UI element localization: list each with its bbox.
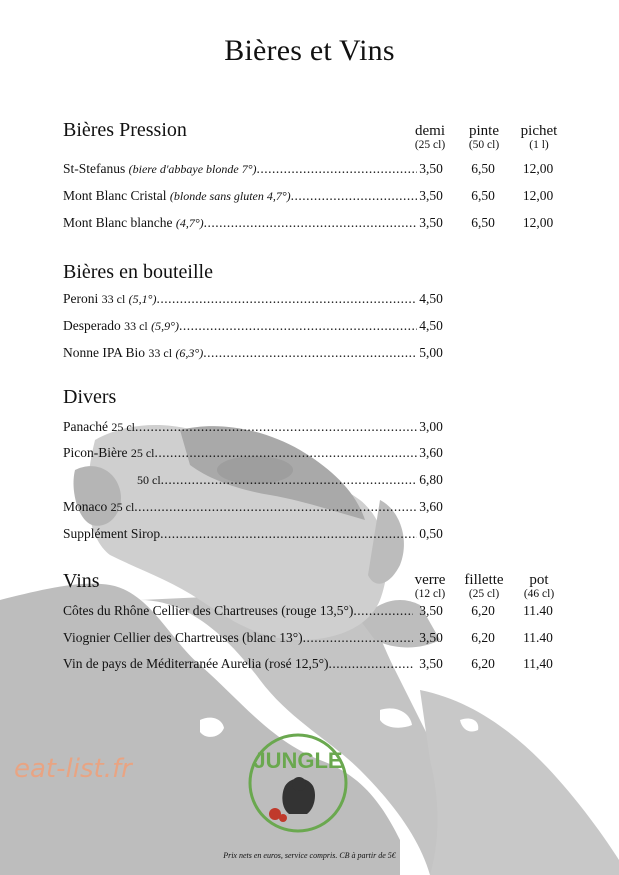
menu-item: [63, 215, 417, 233]
dot-leader: [291, 188, 417, 203]
dot-leader: [160, 526, 417, 541]
item-note: (blonde sans gluten 4,7°): [169, 189, 291, 203]
menu-item: [137, 472, 417, 490]
watermark: eat-list.fr: [14, 754, 132, 784]
col-head-name: pot: [529, 572, 549, 588]
page-title: Bières et Vins: [224, 34, 395, 67]
item-name: St-Stefanus: [63, 161, 126, 176]
dot-leader: [135, 419, 417, 434]
menu-item: [63, 345, 417, 363]
col-head-sub: (1 l): [529, 139, 549, 151]
item-size: 33 cl: [101, 292, 126, 306]
price: 6,80: [419, 472, 443, 487]
item-note: (5,9°): [151, 319, 179, 333]
item-note: (biere d'abbaye blonde 7°): [128, 162, 257, 176]
footer-note: Prix nets en euros, service compris. CB à partir de 5€: [223, 851, 396, 860]
price: 12,00: [522, 188, 554, 203]
price: 3,50: [419, 630, 443, 645]
price: 6,50: [471, 188, 495, 203]
col-head-pichet: [504, 124, 574, 152]
price: 3,50: [419, 161, 443, 176]
item-name: Viognier Cellier des Chartreuses (blanc 13°): [63, 630, 303, 645]
menu-item: [63, 161, 417, 179]
section-title-divers: Divers: [63, 386, 117, 408]
price: 3,50: [419, 603, 443, 618]
col-head-pot: [504, 573, 574, 601]
price: 12,00: [522, 161, 554, 176]
price: 6,20: [471, 656, 495, 671]
item-name: Mont Blanc Cristal: [63, 188, 167, 203]
dot-leader: [134, 499, 417, 514]
dot-leader: [155, 445, 417, 460]
price: 3,60: [419, 445, 443, 460]
dot-leader: [203, 345, 417, 360]
price: 11,40: [523, 656, 553, 671]
item-name: Côtes du Rhône Cellier des Chartreuses (rouge 13,5°): [63, 603, 354, 618]
price: 6,20: [471, 630, 495, 645]
price: 11.40: [523, 603, 553, 618]
price: 6,50: [471, 161, 495, 176]
col-head-sub: (25 cl): [468, 588, 500, 600]
item-size: 25 cl: [110, 500, 135, 514]
logo-text: JUNGLE: [253, 748, 343, 773]
jungle-logo: [243, 728, 353, 838]
menu-item: [63, 291, 417, 309]
col-head-name: pichet: [520, 123, 558, 139]
col-head-name: verre: [414, 572, 446, 588]
price: 11.40: [523, 630, 553, 645]
price: 3,50: [419, 188, 443, 203]
price: 4,50: [419, 291, 443, 306]
col-head-sub: (12 cl): [414, 588, 446, 600]
col-head-sub: (46 cl): [523, 588, 555, 600]
item-note: (6,3°): [175, 346, 204, 360]
item-note: (5,1°): [128, 292, 157, 306]
menu-item: [63, 603, 413, 621]
menu-item: [63, 188, 417, 206]
item-name: Panaché: [63, 419, 108, 434]
dot-leader: [303, 630, 413, 645]
menu-item: [63, 656, 413, 674]
col-head-name: demi: [415, 123, 445, 139]
dot-leader: [156, 291, 417, 306]
item-size: 50 cl: [137, 473, 161, 487]
item-name: Peroni: [63, 291, 99, 306]
price: 3,00: [419, 419, 443, 434]
item-name: Monaco: [63, 499, 108, 514]
section-title-vins: Vins: [63, 570, 100, 592]
col-head-sub: (50 cl): [468, 139, 500, 151]
price: 6,20: [471, 603, 495, 618]
menu-item: [63, 499, 417, 517]
col-head-name: fillette: [464, 572, 504, 588]
price: 3,50: [419, 656, 443, 671]
menu-item: [63, 445, 417, 463]
item-name: Vin de pays de Méditerranée Aurelia (rosé 12,5°): [63, 656, 329, 671]
col-head-name: pinte: [469, 123, 499, 139]
price: 0,50: [419, 526, 443, 541]
item-note: (4,7°): [175, 216, 204, 230]
menu-item: [63, 526, 417, 544]
item-size: 33 cl: [148, 346, 173, 360]
price: 5,00: [419, 345, 443, 360]
price: 3,50: [419, 215, 443, 230]
item-name: Desperado: [63, 318, 121, 333]
item-size: 33 cl: [124, 319, 148, 333]
menu-item: [63, 630, 413, 648]
item-name: Mont Blanc blanche: [63, 215, 173, 230]
price: 12,00: [522, 215, 554, 230]
price: 3,60: [419, 499, 443, 514]
price: 4,50: [419, 318, 443, 333]
dot-leader: [257, 161, 417, 176]
item-size: 25 cl: [111, 420, 136, 434]
col-head-sub: (25 cl): [414, 139, 446, 151]
menu-item: [63, 318, 417, 336]
dot-leader: [204, 215, 417, 230]
menu-item: [63, 419, 417, 437]
item-size: 25 cl: [130, 446, 155, 460]
dot-leader: [161, 472, 417, 487]
section-title-bouteille: Bières en bouteille: [63, 261, 213, 283]
section-title-pression: Bières Pression: [63, 119, 187, 141]
price: 6,50: [471, 215, 495, 230]
item-name: Picon-Bière: [63, 445, 128, 460]
item-name: Nonne IPA Bio: [63, 345, 146, 360]
dot-leader: [179, 318, 417, 333]
item-name: Supplément Sirop: [63, 526, 161, 541]
